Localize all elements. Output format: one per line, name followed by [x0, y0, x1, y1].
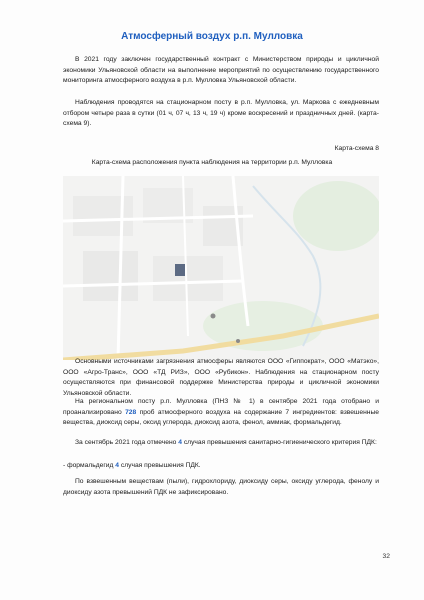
- station-marker-icon: [175, 264, 185, 276]
- page-title: Атмосферный воздух р.п. Мулловка: [121, 31, 303, 42]
- map-caption: Карта-схема расположения пункта наблюдения на территории р.п. Мулловка: [91, 159, 333, 166]
- list-item-text-after: случая превышения ПДК.: [119, 462, 201, 469]
- map-graphic: [63, 176, 379, 360]
- paragraph-contract: В 2021 году заключен государственный контракт с Министерством природы и цикличной экономики Ульяновской области на выполнение мероприятий по осуществлению государственного мониторинга атмосферного воздуха в р.п. Мулловка Ульяновской области.: [63, 56, 379, 85]
- exceedances-count: 4: [178, 439, 182, 446]
- paragraph-exceedances: [63, 438, 379, 449]
- paragraph-pollution-sources: Основными источниками загрязнения атмосферы являются ООО «Гиппократ», ООО «Матэко», ООО «Агро-Транс», ООО «ТД РИЗ», ООО «Рубикон». Наблюдения на стационарном посту осуществляются при финансовой поддержке Министерства природы и цикличной экономики Ульяновской области.: [63, 358, 379, 397]
- map-label: Карта-схема 8: [334, 145, 379, 152]
- formaldehyde-count: 4: [115, 462, 120, 469]
- paragraph-samples: [63, 397, 379, 429]
- location-map: [63, 176, 379, 360]
- samples-text-after: проб атмосферного воздуха на содержание 7 ингредиентов: взвешенные вещества, диоксид серы, оксид углерода, диоксид азота, фенол, аммиак, формальдегид.: [63, 408, 379, 427]
- paragraph-no-exceedances: По взвешенным веществам (пыли), гидрохлориду, диоксиду серы, оксиду углерода, фенолу и диоксиду азота превышений ПДК не зафиксировано.: [63, 478, 379, 496]
- exceedances-text-after: случая превышения санитарно-гигиенического критерия ПДК:: [181, 439, 377, 446]
- list-item-formaldehyde: [63, 461, 201, 472]
- page-number: 32: [382, 553, 390, 560]
- list-item-text-before: - формальдегид: [63, 462, 116, 469]
- samples-text-before: На региональном посту р.п. Мулловка (ПНЗ № 1) в сентябре 2021 года отобрано и проанализировано: [63, 398, 379, 416]
- exceedances-text-before: За сентябрь 2021 года отмечено: [75, 439, 179, 446]
- paragraph-observations: Наблюдения проводятся на стационарном посту в р.п. Мулловка, ул. Маркова с ежедневным отбором четыре раза в сутки (01 ч, 07 ч, 13 ч, 19 ч) кроме воскресений и праздничных дней. (карта-схема 9).: [63, 99, 379, 128]
- samples-count: 728: [125, 408, 137, 416]
